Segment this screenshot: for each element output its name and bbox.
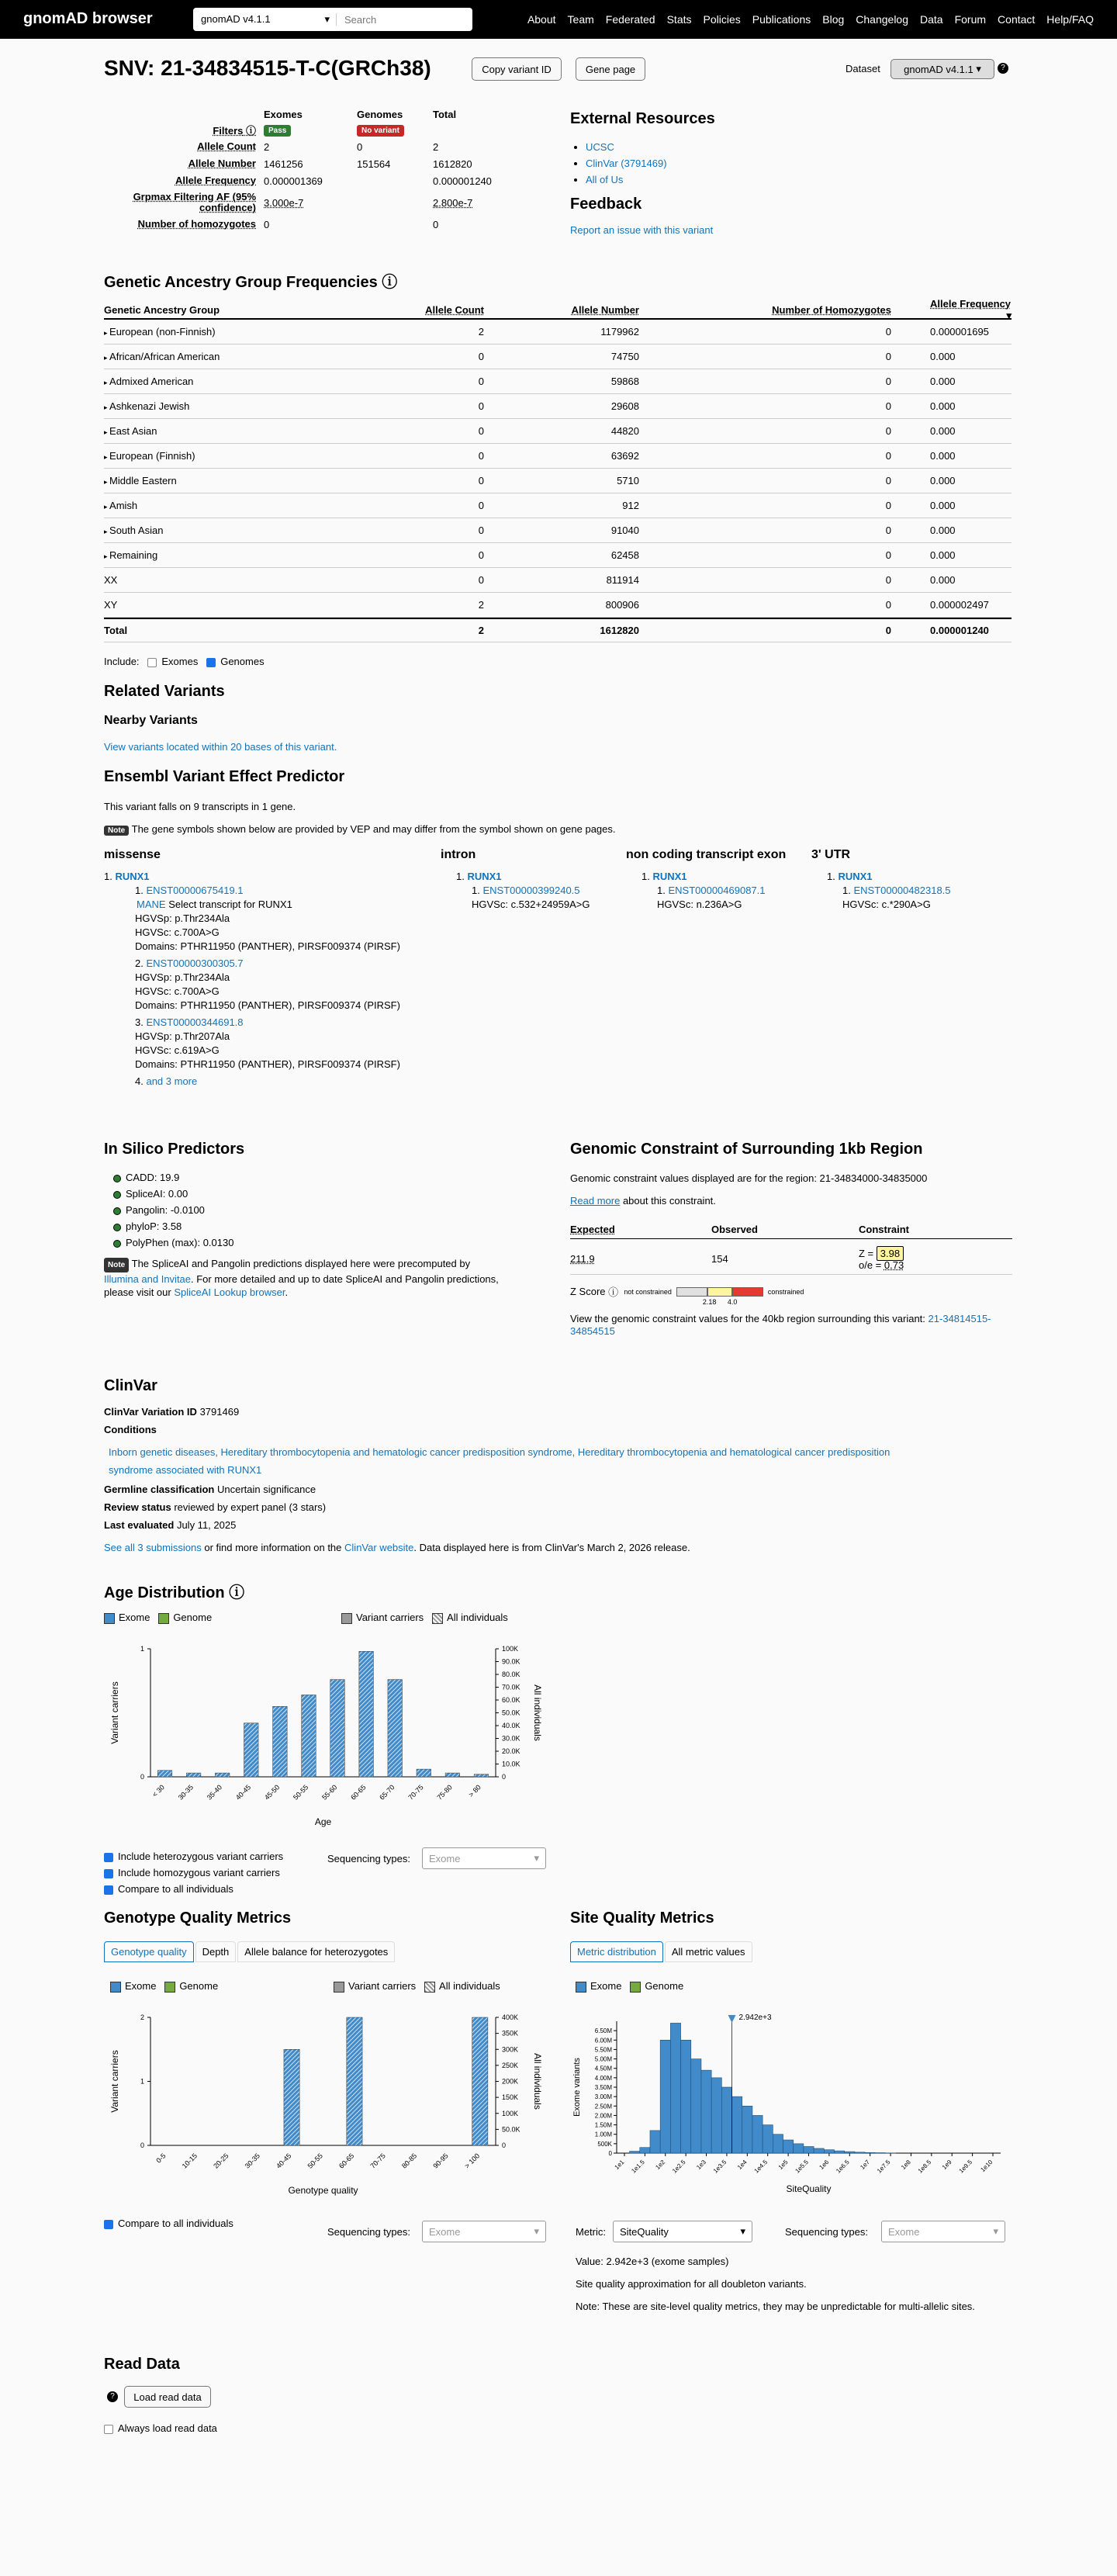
x-tick-label: 10-15 [180, 2152, 199, 2170]
marker-arrow-icon [728, 2015, 736, 2023]
clinvar-link[interactable]: ClinVar (3791469) [586, 158, 667, 169]
x-tick-label: 75-80 [435, 1783, 454, 1802]
summary-row: Allele Frequency 0.000001369 0.000001240 [175, 175, 492, 187]
gq-compare: Compare to all individuals [104, 2218, 233, 2229]
transcript-link[interactable]: ENST00000300305.7 [146, 957, 244, 969]
gq-seq-type-select[interactable]: Exome ▾ [422, 2221, 546, 2242]
spliceai-lookup-link[interactable]: SpliceAI Lookup browser [174, 1286, 285, 1298]
x-tick-label: 1e9.5 [957, 2159, 974, 2175]
more-transcripts-link[interactable]: and 3 more [146, 1075, 198, 1087]
histogram-bar [845, 2152, 855, 2153]
histogram-bar [742, 2106, 752, 2153]
sq-seq-type-select[interactable]: Exome ▾ [881, 2221, 1005, 2242]
y-right-tick-label: 150K [502, 2093, 519, 2102]
x-tick-label: 1e6 [818, 2159, 831, 2171]
seq-type-select[interactable]: Exome ▾ [422, 1847, 546, 1869]
histogram-bar [814, 2148, 824, 2153]
clinvar-section: ClinVar ClinVar Variation ID 3791469 Conditions Inborn genetic diseases, Hereditary thrombocytopenia and hematologic cancer predisposition syndrome, Hereditary thrombocytopenia and hematological cancer predisposition syndrome associated with RUNX1 Germline classification Uncertain significance Review status reviewed by expert panel (3 stars) Last evaluated July 11, 2025 See all 3 submissions or find more information on the ClinVar website. Data displayed here is from ClinVar's March 2, 2026 release. [104, 1377, 890, 1553]
y-tick-label: 500K [597, 2140, 612, 2148]
seq-label: Sequencing types: [327, 1853, 410, 1864]
table-row[interactable]: ▸ African/African American 0 74750 0 0.000 [104, 345, 1012, 369]
transcript-link[interactable]: ENST00000675419.1 [146, 885, 244, 896]
y-right-tick-label: 100K [502, 1645, 519, 1653]
table-row[interactable]: ▸ Amish 0 912 0 0.000 [104, 493, 1012, 518]
include-filters: Include: Exomes Genomes [104, 656, 265, 667]
x-tick-label: 1e6.5 [835, 2159, 851, 2175]
predictor-item: Pangolin: -0.0100 [113, 1202, 554, 1218]
tab-allele-balance[interactable]: Allele balance for heterozygotes [237, 1941, 395, 1962]
status-dot-icon [113, 1175, 121, 1182]
y-right-tick-label: 10.0K [502, 1760, 520, 1768]
bar [215, 1773, 230, 1777]
dataset-dropdown[interactable]: gnomAD v4.1.1 ▾ [890, 59, 994, 79]
compare-checkbox[interactable] [104, 1885, 113, 1895]
in-silico-section: In Silico Predictors CADD: 19.9 SpliceAI: 0.00 Pangolin: -0.0100 phyloP: 3.58 PolyPhen (max): 0.0130 Note The SpliceAI and Pangolin predictions displayed here were precomputed by Illumina and Invitae. For more detailed and up to date SpliceAI and Pangolin predictions, please visit our SpliceAI Lookup browser. [104, 1141, 554, 1299]
y-right-tick-label: 40.0K [502, 1722, 520, 1729]
report-issue-link[interactable]: Report an issue with this variant [570, 224, 714, 236]
histogram-bar [640, 2148, 650, 2153]
histogram-bar [650, 2131, 660, 2153]
x-tick-label: 45-50 [262, 1783, 282, 1802]
y-tick-label: 1 [140, 1645, 144, 1653]
nav-link-changelog[interactable]: Changelog [856, 13, 909, 26]
table-row[interactable]: ▸ Remaining 0 62458 0 0.000 [104, 543, 1012, 568]
table-row[interactable]: ▸ Admixed American 0 59868 0 0.000 [104, 369, 1012, 394]
copy-variant-id-button[interactable]: Copy variant ID [472, 57, 562, 81]
y-right-tick-label: 400K [502, 2013, 519, 2021]
help-icon[interactable]: ? [998, 63, 1008, 74]
bar [359, 1651, 374, 1777]
bar [445, 1773, 460, 1777]
table-row[interactable]: ▸ Middle Eastern 0 5710 0 0.000 [104, 469, 1012, 493]
vep-intron: intron 1. RUNX1 1. ENST00000399240.5 HGVSc: c.532+24959A>G [441, 848, 590, 910]
help-icon[interactable]: ? [107, 2391, 118, 2402]
summary-row: Number of homozygotes 0 0 [137, 218, 439, 230]
age-chart [104, 1637, 554, 1831]
gq-title: Genotype Quality Metrics [104, 1909, 292, 1927]
transcript-link[interactable]: ENST00000469087.1 [668, 885, 766, 896]
bar [186, 1773, 201, 1777]
x-tick-label: 40-45 [275, 2152, 293, 2170]
x-tick-label: 35-40 [205, 1783, 224, 1802]
dataset-select[interactable]: gnomAD v4.1.1 ▾ [193, 13, 337, 26]
histogram-bar [630, 2152, 640, 2153]
age-options: Include heterozygous variant carriers Include homozygous variant carriers Compare to all individuals [104, 1848, 283, 1897]
genomes-checkbox[interactable] [206, 658, 216, 667]
y-right-tick-label: 20.0K [502, 1747, 520, 1755]
bar [284, 2049, 299, 2145]
gene-link[interactable]: RUNX1 [467, 871, 502, 882]
y-axis-label: Variant carriers [109, 2050, 120, 2113]
x-tick-label: 1e1.5 [630, 2159, 646, 2175]
y-right-tick-label: 90.0K [502, 1657, 520, 1666]
y-right-tick-label: 100K [502, 2109, 519, 2117]
page-title: SNV: 21-34834515-T-C(GRCh38) [104, 56, 431, 80]
vep-missense: missense 1. RUNX1 1. ENST00000675419.1 MANE Select transcript for RUNX1 HGVSp: p.Thr234Ala HGVSc: c.700A>G Domains: PTHR11950 (PANTHER), PIRSF009374 (PIRSF) 2. ENST00000300305.7 HGVSp: p.Thr234Ala HGVSc: c.700A>G Domains: PTHR11950 (PANTHER), PIRSF009374 (PIRSF) 3. ENST00000344691.8 HGVSp: p.Thr207Ala HGVSc: c.619A>G Domains: PTHR11950 (PANTHER), PIRSF009374 (PIRSF) 4. and 3 more [104, 848, 400, 1087]
table-row[interactable]: ▸ European (Finnish) 0 63692 0 0.000 [104, 444, 1012, 469]
x-tick-label: > 100 [463, 2152, 482, 2170]
transcript-link[interactable]: ENST00000482318.5 [853, 885, 951, 896]
y-tick-label: 0 [608, 2150, 612, 2157]
vep-text: This variant falls on 9 transcripts in 1 gene. [104, 801, 296, 812]
ancestry-frequency-table [104, 297, 1012, 642]
histogram-bar [794, 2144, 804, 2153]
region-link[interactable]: 21-34814515-34854515 [570, 1313, 991, 1337]
x-tick-label: 1e7 [859, 2159, 872, 2171]
x-tick-label: 1e1 [613, 2159, 626, 2171]
gene-page-button[interactable]: Gene page [576, 57, 645, 81]
related-title: Related Variants [104, 683, 225, 700]
x-tick-label: 50-55 [292, 1783, 310, 1802]
hom-checkbox[interactable] [104, 1869, 113, 1878]
status-dot-icon [113, 1240, 121, 1248]
y-tick-label: 6.00M [594, 2037, 612, 2045]
tab-all-metric-values[interactable]: All metric values [665, 1941, 752, 1962]
y-axis-label: Variant carriers [109, 1681, 120, 1744]
vep-note: Note The gene symbols shown below are provided by VEP and may differ from the symbol shown on gene pages. [104, 823, 616, 836]
conditions-links[interactable]: Inborn genetic diseases, Hereditary thrombocytopenia and hematologic cancer predisposition syndrome, Hereditary thrombocytopenia and hematological cancer predisposition [109, 1446, 890, 1458]
x-tick-label: 60-65 [337, 2152, 356, 2170]
y-right-tick-label: 60.0K [502, 1696, 520, 1704]
predictor-item: phyloP: 3.58 [113, 1218, 554, 1234]
y-right-tick-label: 70.0K [502, 1683, 520, 1691]
y-tick-label: 5.50M [594, 2046, 612, 2054]
gq-legend: Exome Genome [110, 1980, 218, 1993]
vep-utr: 3' UTR 1. RUNX1 1. ENST00000482318.5 HGVSc: c.*290A>G [811, 848, 951, 910]
x-tick-label: 80-85 [399, 2152, 419, 2170]
x-axis-label: Age [314, 1816, 332, 1827]
nearby-title: Nearby Variants [104, 714, 198, 727]
status-dot-icon [113, 1191, 121, 1199]
transcript-link[interactable]: ENST00000344691.8 [146, 1016, 244, 1028]
exomes-checkbox[interactable] [147, 658, 157, 667]
expand-icon[interactable]: ▸ [104, 478, 110, 486]
x-tick-label: 60-65 [349, 1783, 368, 1802]
metric-select[interactable]: SiteQuality ▾ [613, 2221, 752, 2242]
top-nav-bar [0, 0, 1117, 39]
age-legend-2: Variant carriers All individuals [341, 1612, 508, 1624]
x-tick-label: 30-35 [176, 1783, 195, 1802]
histogram-bar [732, 2096, 742, 2153]
gene-link[interactable]: RUNX1 [652, 871, 687, 882]
freq-title: Genetic Ancestry Group Frequencies ⓘ [104, 274, 398, 291]
gq-compare-checkbox[interactable] [104, 2220, 113, 2229]
brand-logo[interactable]: gnomAD browser [23, 10, 153, 27]
x-tick-label: 0-5 [154, 2152, 168, 2165]
x-tick-label: 50-55 [306, 2152, 324, 2170]
histogram-bar [865, 2152, 875, 2153]
gq-chart [104, 2006, 554, 2200]
external-resources: External Resources • UCSC • ClinVar (3791469) • All of Us Feedback Report an issue with this variant [570, 110, 715, 236]
table-header: Genetic Ancestry Group Allele Count Allele Number Number of Homozygotes Allele Frequency ▾ [104, 297, 1012, 321]
bar [474, 1774, 489, 1777]
seq-label: Sequencing types: [785, 2226, 868, 2238]
x-tick-label: 90-95 [431, 2152, 450, 2170]
gq-tabs [104, 1941, 396, 1962]
x-tick-label: 1e5 [776, 2159, 790, 2171]
y-tick-label: 4.50M [594, 2065, 612, 2072]
table-row[interactable]: ▸ South Asian 0 91040 0 0.000 [104, 518, 1012, 543]
x-tick-label: 70-75 [406, 1783, 425, 1802]
tab-metric-distribution[interactable]: Metric distribution [570, 1941, 663, 1962]
histogram-bar [691, 2059, 701, 2153]
histogram-bar [721, 2087, 731, 2153]
all-of-us-link[interactable]: All of Us [586, 174, 624, 185]
histogram-bar [701, 2070, 711, 2153]
table-row: XY 2 800906 0 0.000002497 [104, 593, 1012, 618]
sq-tabs [570, 1941, 754, 1962]
histogram-bar [681, 2040, 691, 2153]
summary-row: Grpmax Filtering AF (95% confidence) 3.000e-7 2.800e-7 [133, 191, 473, 213]
tab-depth[interactable]: Depth [195, 1941, 237, 1962]
y-tick-label: 1.00M [594, 2131, 612, 2138]
table-row[interactable]: ▸ East Asian 0 44820 0 0.000 [104, 419, 1012, 444]
y-tick-label: 2.50M [594, 2103, 612, 2110]
no-variant-badge: No variant [357, 125, 404, 137]
all-submissions-link[interactable]: See all 3 submissions [104, 1542, 202, 1553]
always-load: Always load read data [104, 2422, 217, 2434]
summary-table: Exomes Genomes Total Filters ⓘ Pass No variant Allele Count 2 0 2 Allele Number 1461256 151564 1612820 Allele Frequency 0.000001369 0.000001240 Grpmax Filtering AF (95% confidence) 3.000e-7 2.800e-7 Number of homozygotes 0 0 [104, 109, 538, 233]
constraint-section: Genomic Constraint of Surrounding 1kb Region Genomic constraint values displayed are for the region: 21-34834000-34835000 Read more about this constraint. Expected Observed Constraint 211.9 154 Z = 3.98 o/e = 0.73 Z Score ⓘ not constrained 2.18 4.0 constrained View the genomic constraint values for the 40kb region surrounding this variant: 21-34814515-34854515 [570, 1141, 1012, 1338]
y-tick-label: 1.50M [594, 2121, 612, 2129]
load-read-data-button[interactable]: Load read data [124, 2386, 211, 2408]
sq-notes: Value: 2.942e+3 (exome samples) Site quality approximation for all doubleton variants. Note: These are site-level quality metrics, they may be unpredictable for multi-allelic sites. [576, 2256, 975, 2312]
y-tick-label: 4.00M [594, 2074, 612, 2082]
predictor-item: CADD: 19.9 [113, 1169, 554, 1186]
x-tick-label: 40-45 [233, 1783, 253, 1802]
expand-icon[interactable]: ▸ [104, 552, 110, 560]
expand-icon[interactable]: ▸ [104, 453, 110, 461]
x-tick-label: 1e8.5 [916, 2159, 933, 2175]
ucsc-link[interactable]: UCSC [586, 141, 614, 153]
gene-link[interactable]: RUNX1 [838, 871, 873, 882]
nav-link-publications[interactable]: Publications [752, 13, 811, 26]
nav-link-blog[interactable]: Blog [822, 13, 845, 26]
site-quality-chart [570, 2002, 1012, 2204]
bar [347, 2017, 362, 2145]
x-tick-label: 1e3 [695, 2159, 707, 2171]
expand-icon[interactable]: ▸ [104, 354, 110, 362]
illumina-link[interactable]: Illumina and Invitae [104, 1273, 192, 1285]
x-tick-label: 1e3.5 [711, 2159, 728, 2175]
y-right-tick-label: 300K [502, 2045, 519, 2054]
gq-legend-2: Variant carriers All individuals [334, 1980, 500, 1993]
nav-link-policies[interactable]: Policies [703, 13, 741, 26]
y-tick-label: 1 [140, 2077, 144, 2086]
y-tick-label: 0 [140, 1773, 144, 1781]
bar [388, 1680, 403, 1777]
x-tick-label: < 30 [150, 1783, 166, 1799]
y-right-tick-label: 350K [502, 2029, 519, 2038]
histogram-bar [763, 2125, 773, 2153]
histogram-bar [834, 2151, 844, 2153]
bar [157, 1771, 172, 1777]
vep-title: Ensembl Variant Effect Predictor [104, 768, 345, 785]
y-axis-label: Exome variants [572, 2058, 582, 2117]
expand-icon[interactable]: ▸ [104, 528, 110, 535]
nav-link-forum[interactable]: Forum [954, 13, 987, 26]
bar [330, 1680, 345, 1777]
histogram-bar [670, 2023, 680, 2153]
y-tick-label: 3.50M [594, 2084, 612, 2091]
x-tick-label: 1e2 [654, 2159, 667, 2171]
x-tick-label: 55-60 [320, 1783, 339, 1802]
bar [302, 1695, 316, 1777]
nav-link-team[interactable]: Team [567, 13, 594, 26]
x-tick-label: 65-70 [378, 1783, 396, 1802]
table-row[interactable]: ▸ European (non-Finnish) 2 1179962 0 0.000001695 [104, 320, 1012, 345]
nav-link-federated[interactable]: Federated [605, 13, 655, 26]
metric-label: Metric: [576, 2226, 606, 2238]
bar [472, 2017, 488, 2145]
predictor-item: SpliceAI: 0.00 [113, 1186, 554, 1202]
x-tick-label: 1e2.5 [671, 2159, 687, 2175]
y-right-tick-label: 80.0K [502, 1671, 520, 1678]
y-tick-label: 0 [140, 2141, 144, 2149]
summary-row: Allele Number 1461256 151564 1612820 [188, 158, 472, 170]
y-right-tick-label: 0 [502, 1773, 507, 1781]
x-tick-label: 1e4.5 [752, 2159, 769, 2175]
y-right-tick-label: 50.0K [502, 2125, 520, 2134]
read-data-title: Read Data [104, 2356, 180, 2373]
predictor-item: PolyPhen (max): 0.0130 [113, 1234, 554, 1251]
always-load-checkbox[interactable] [104, 2425, 113, 2434]
het-checkbox[interactable] [104, 1853, 113, 1862]
vep-noncoding: non coding transcript exon 1. RUNX1 1. ENST00000469087.1 HGVSc: n.236A>G [626, 848, 787, 910]
x-tick-label: 1e7.5 [875, 2159, 892, 2175]
expand-icon[interactable]: ▸ [104, 329, 110, 337]
status-dot-icon [113, 1207, 121, 1215]
bar [417, 1769, 431, 1777]
x-tick-label: 1e5.5 [794, 2159, 810, 2175]
expand-icon[interactable]: ▸ [104, 379, 110, 386]
y-right-axis-label: All individuals [532, 1684, 543, 1741]
status-dot-icon [113, 1224, 121, 1231]
x-tick-label: 1e8 [900, 2159, 912, 2171]
marker-label: 2.942e+3 [738, 2013, 772, 2022]
histogram-bar [804, 2147, 814, 2154]
table-total-row: Total 2 1612820 0 0.000001240 [104, 618, 1012, 642]
conditions-link[interactable]: syndrome associated with RUNX1 [109, 1464, 262, 1476]
nav-link-contact[interactable]: Contact [998, 13, 1036, 26]
histogram-bar [711, 2078, 721, 2153]
sq-legend: Exome Genome [576, 1980, 683, 1993]
search-box [193, 8, 472, 31]
clinvar-website-link[interactable]: ClinVar website [344, 1542, 414, 1553]
age-legend: Exome Genome [104, 1612, 212, 1624]
nav-link-data[interactable]: Data [920, 13, 943, 26]
table-row: XX 0 811914 0 0.000 [104, 568, 1012, 593]
table-row[interactable]: ▸ Ashkenazi Jewish 0 29608 0 0.000 [104, 394, 1012, 419]
seq-label: Sequencing types: [327, 2226, 410, 2238]
y-right-tick-label: 250K [502, 2061, 519, 2069]
x-tick-label: 30-35 [243, 2152, 262, 2170]
x-tick-label: > 80 [467, 1783, 482, 1799]
main-nav [516, 13, 1094, 26]
expand-icon[interactable]: ▸ [104, 428, 110, 436]
nav-link-about[interactable]: About [527, 13, 556, 26]
x-tick-label: 1e4 [735, 2159, 749, 2171]
y-right-tick-label: 200K [502, 2077, 519, 2086]
expand-icon[interactable]: ▸ [104, 503, 110, 511]
x-axis-label: SiteQuality [786, 2183, 832, 2194]
histogram-bar [660, 2040, 670, 2153]
y-tick-label: 5.00M [594, 2055, 612, 2063]
histogram-bar [752, 2115, 763, 2153]
nav-link-stats[interactable]: Stats [666, 13, 692, 26]
bar [273, 1706, 288, 1777]
pass-badge: Pass [264, 125, 291, 137]
chevron-down-icon: ▾ [324, 13, 330, 25]
transcript-link[interactable]: ENST00000399240.5 [482, 885, 580, 896]
y-tick-label: 2 [140, 2013, 144, 2021]
sq-title: Site Quality Metrics [570, 1909, 714, 1927]
x-tick-label: 1e9 [940, 2159, 953, 2171]
histogram-bar [773, 2135, 783, 2153]
y-tick-label: 3.00M [594, 2093, 612, 2101]
bar [244, 1723, 259, 1777]
histogram-bar [824, 2150, 834, 2153]
histogram-bar [783, 2140, 794, 2153]
gene-link[interactable]: RUNX1 [115, 871, 150, 882]
tab-genotype-quality[interactable]: Genotype quality [104, 1941, 194, 1962]
x-tick-label: 1e10 [979, 2159, 994, 2173]
y-right-tick-label: 0 [502, 2141, 507, 2149]
y-right-tick-label: 50.0K [502, 1709, 520, 1717]
summary-row: Allele Count 2 0 2 [197, 140, 439, 153]
dataset-label: Dataset [846, 63, 880, 74]
search-input[interactable]: Search [344, 13, 377, 26]
histogram-bar [855, 2152, 865, 2153]
nearby-link[interactable]: View variants located within 20 bases of this variant. [104, 741, 337, 753]
y-tick-label: 2.00M [594, 2112, 612, 2120]
read-more-link[interactable]: Read more [570, 1195, 621, 1207]
age-title: Age Distribution ⓘ [104, 1584, 245, 1601]
x-tick-label: 70-75 [368, 2152, 387, 2170]
expand-icon[interactable]: ▸ [104, 403, 110, 411]
y-tick-label: 6.50M [594, 2027, 612, 2035]
x-tick-label: 20-25 [212, 2152, 230, 2170]
nav-link-helpfaq[interactable]: Help/FAQ [1046, 13, 1094, 26]
x-axis-label: Genotype quality [288, 2185, 358, 2196]
y-right-tick-label: 30.0K [502, 1734, 520, 1743]
y-right-axis-label: All individuals [532, 2053, 543, 2110]
